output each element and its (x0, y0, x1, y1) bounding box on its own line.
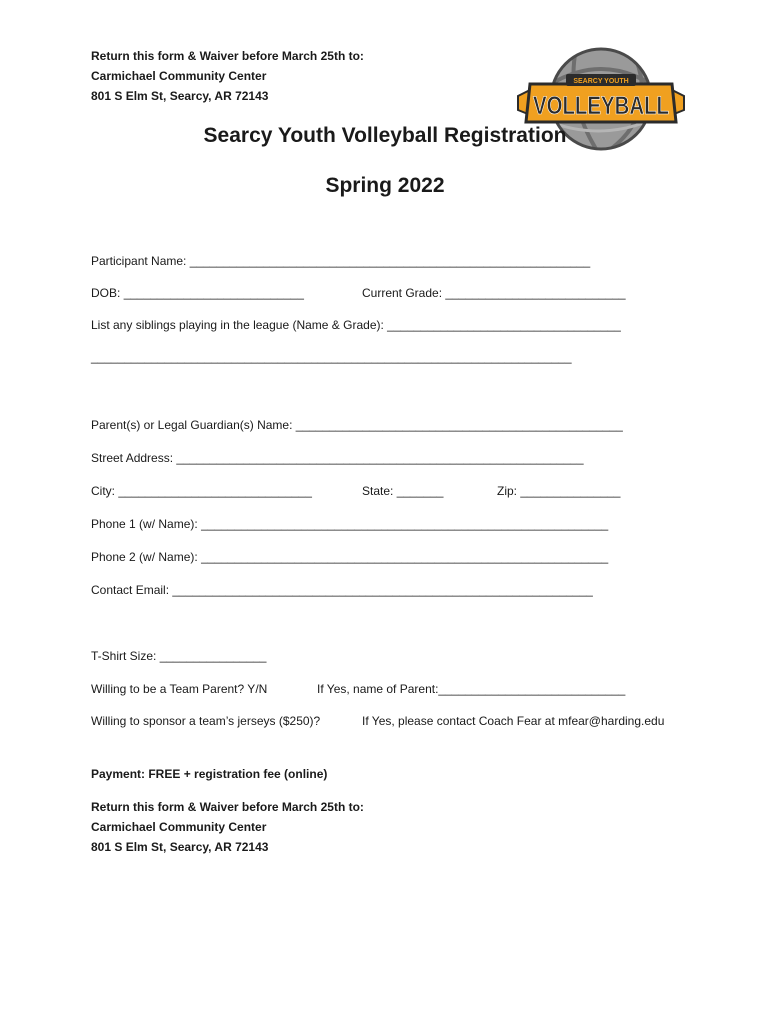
dob-field[interactable] (91, 286, 304, 300)
city-label: City: (91, 484, 115, 498)
logo-top-text: SEARCY YOUTH (573, 78, 629, 85)
tshirt-size-label: T-Shirt Size: (91, 649, 157, 663)
contact-email-field[interactable] (91, 583, 593, 597)
zip-blank[interactable]: _______________ (520, 484, 621, 498)
guardian-name-field[interactable] (91, 418, 623, 432)
state-blank[interactable]: _______ (396, 484, 444, 498)
sponsor-contact-note: If Yes, please contact Coach Fear at mfear@harding.edu (362, 714, 665, 728)
state-label: State: (362, 484, 394, 498)
street-address-label: Street Address: (91, 451, 174, 465)
phone1-blank[interactable]: _____________________________________________________________ (201, 517, 609, 531)
payment-note: Payment: FREE + registration fee (online) (91, 767, 328, 781)
form-title: Searcy Youth Volleyball Registration (203, 124, 567, 147)
participant-name-blank[interactable]: ____________________________________________________________ (189, 254, 591, 268)
city-blank[interactable]: _____________________________ (118, 484, 312, 498)
dob-blank[interactable]: ___________________________ (123, 286, 304, 300)
street-address-field[interactable] (91, 451, 584, 465)
header-location-name: Carmichael Community Center (91, 69, 267, 83)
city-field[interactable] (91, 484, 312, 498)
street-address-blank[interactable]: _____________________________________________________________ (176, 451, 584, 465)
participant-name-field[interactable] (91, 254, 590, 268)
participant-name-label: Participant Name: (91, 254, 187, 268)
logo-main-text: VOLLEYBALL (533, 92, 669, 120)
siblings-field[interactable] (91, 318, 621, 332)
header-return-instruction: Return this form & Waiver before March 25th to: (91, 49, 364, 63)
team-parent-question[interactable]: Willing to be a Team Parent? Y/N (91, 682, 268, 696)
phone1-field[interactable] (91, 517, 608, 531)
phone2-field[interactable] (91, 550, 608, 564)
current-grade-field[interactable] (362, 286, 626, 300)
siblings-label: List any siblings playing in the league (Name & Grade): (91, 318, 384, 332)
siblings-blank-line-2[interactable]: ________________________________________________________________________ (91, 350, 572, 364)
state-field[interactable] (362, 484, 443, 498)
tshirt-size-blank[interactable]: ________________ (159, 649, 267, 663)
phone2-label: Phone 2 (w/ Name): (91, 550, 198, 564)
current-grade-blank[interactable]: ___________________________ (445, 286, 626, 300)
guardian-name-blank[interactable]: _________________________________________________ (295, 418, 623, 432)
contact-email-blank[interactable]: _______________________________________________________________ (172, 583, 593, 597)
phone2-blank[interactable]: _____________________________________________________________ (201, 550, 609, 564)
phone1-label: Phone 1 (w/ Name): (91, 517, 198, 531)
guardian-name-label: Parent(s) or Legal Guardian(s) Name: (91, 418, 293, 432)
zip-label: Zip: (497, 484, 518, 498)
header-address: 801 S Elm St, Searcy, AR 72143 (91, 89, 269, 103)
tshirt-size-field[interactable] (91, 649, 266, 663)
footer-location-name: Carmichael Community Center (91, 820, 267, 834)
parent-name-blank[interactable]: ____________________________ (438, 682, 626, 696)
dob-label: DOB: (91, 286, 121, 300)
siblings-blank[interactable]: ___________________________________ (387, 318, 621, 332)
zip-field[interactable] (497, 484, 620, 498)
sponsor-question[interactable]: Willing to sponsor a team’s jerseys ($250)? (91, 714, 321, 728)
current-grade-label: Current Grade: (362, 286, 443, 300)
footer-address: 801 S Elm St, Searcy, AR 72143 (91, 840, 269, 854)
contact-email-label: Contact Email: (91, 583, 170, 597)
footer-return-instruction: Return this form & Waiver before March 25th to: (91, 800, 364, 814)
parent-name-field[interactable] (317, 682, 625, 696)
parent-name-label: If Yes, name of Parent: (317, 682, 439, 696)
form-subtitle: Spring 2022 (325, 174, 445, 197)
